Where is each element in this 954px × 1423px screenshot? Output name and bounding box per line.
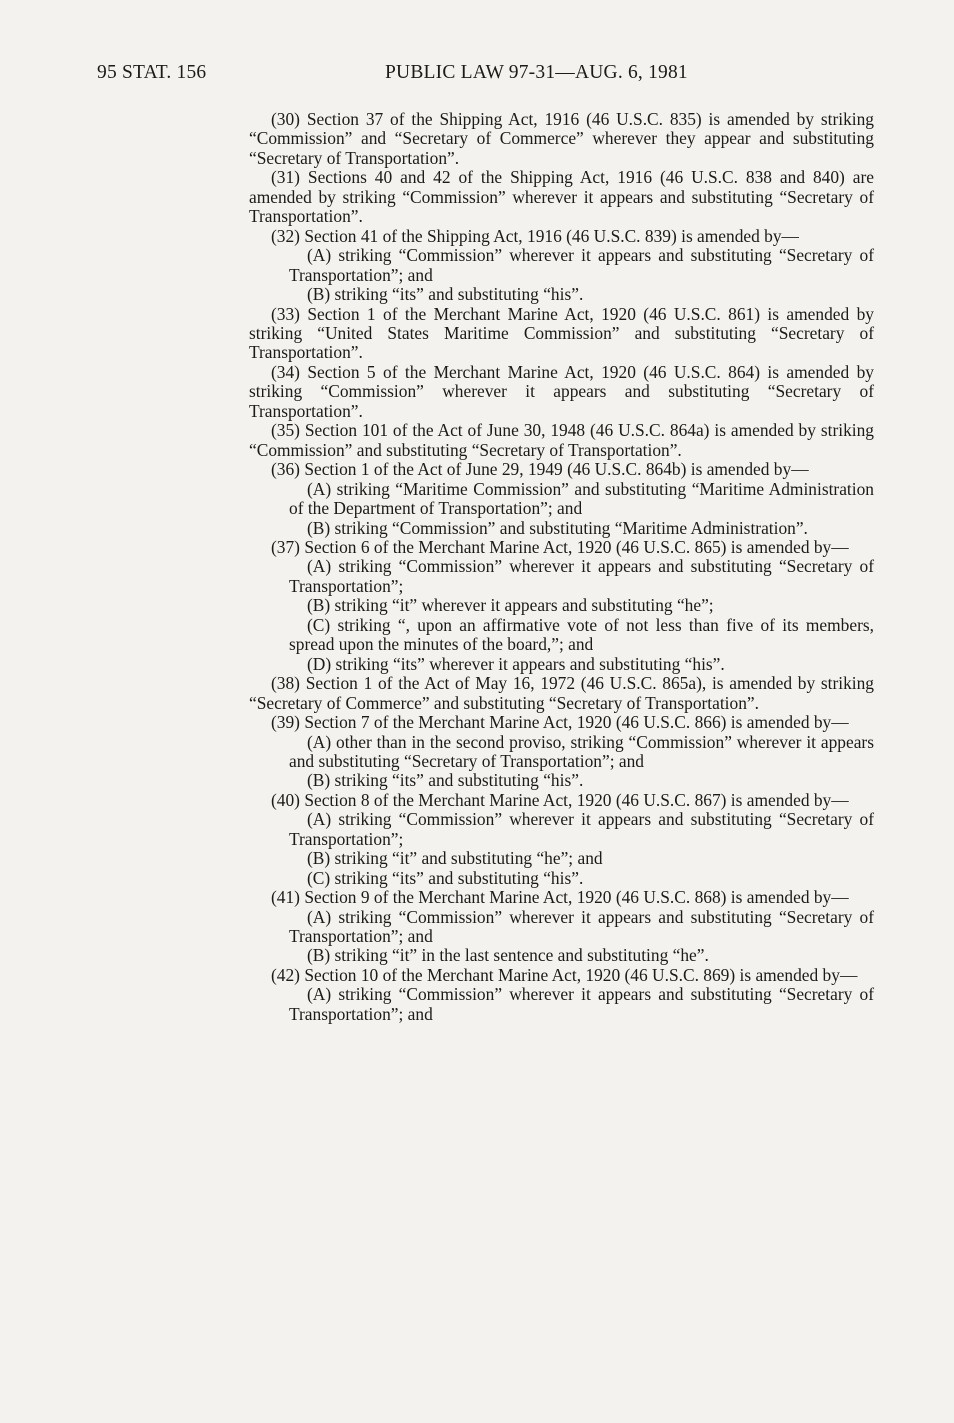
paragraph-34: (34) Section 5 of the Merchant Marine Act, 1920 (46 U.S.C. 864) is amended by striking “Commission” wherever it appears and substituting “Secretary of Transportation”. bbox=[249, 361, 874, 421]
paragraph-31: (31) Sections 40 and 42 of the Shipping Act, 1916 (46 U.S.C. 838 and 840) are amended by striking “Commission” wherever it appears and substituting “Secretary of Transportation”. bbox=[249, 167, 874, 227]
page-header bbox=[97, 62, 857, 90]
subparagraph-37-a: (A) striking “Commission” wherever it appears and substituting “Secretary of Transportation”; bbox=[289, 556, 874, 596]
paragraph-35: (35) Section 101 of the Act of June 30, 1948 (46 U.S.C. 864a) is amended by striking “Commission” and substituting “Secretary of Transportation”. bbox=[249, 420, 874, 460]
public-law-title: PUBLIC LAW 97-31—AUG. 6, 1981 bbox=[385, 62, 688, 83]
paragraph-39: (39) Section 7 of the Merchant Marine Act, 1920 (46 U.S.C. 866) is amended by— bbox=[271, 712, 849, 733]
subparagraph-32-b: (B) striking “its” and substituting “his”. bbox=[307, 284, 584, 305]
paragraph-42: (42) Section 10 of the Merchant Marine Act, 1920 (46 U.S.C. 869) is amended by— bbox=[271, 964, 858, 985]
subparagraph-40-a: (A) striking “Commission” wherever it appears and substituting “Secretary of Transportation”; bbox=[289, 809, 874, 849]
paragraph-41: (41) Section 9 of the Merchant Marine Act, 1920 (46 U.S.C. 868) is amended by— bbox=[271, 887, 849, 908]
subparagraph-39-a: (A) other than in the second proviso, striking “Commission” wherever it appears and substituting “Secretary of Transportation”; and bbox=[289, 731, 874, 771]
subparagraph-32-a: (A) striking “Commission” wherever it appears and substituting “Secretary of Transportation”; and bbox=[289, 245, 874, 285]
subparagraph-36-a: (A) striking “Maritime Commission” and substituting “Maritime Administration of the Department of Transportation”; and bbox=[289, 478, 874, 519]
subparagraph-42-a: (A) striking “Commission” wherever it appears and substituting “Secretary of Transportation”; and bbox=[289, 984, 874, 1024]
subparagraph-41-a: (A) striking “Commission” wherever it appears and substituting “Secretary of Transportation”; and bbox=[289, 906, 874, 947]
subparagraph-40-b: (B) striking “it” and substituting “he”; and bbox=[307, 848, 603, 869]
paragraph-38: (38) Section 1 of the Act of May 16, 1972 (46 U.S.C. 865a), is amended by striking “Secretary of Commerce” and substituting “Secretary of Transportation”. bbox=[249, 673, 874, 713]
subparagraph-36-b: (B) striking “Commission” and substituting “Maritime Administration”. bbox=[307, 517, 808, 538]
subparagraph-37-c: (C) striking “, upon an affirmative vote of not less than five of its members, spread upon the minutes of the board,”; and bbox=[289, 614, 874, 655]
paragraph-32: (32) Section 41 of the Shipping Act, 1916 (46 U.S.C. 839) is amended by— bbox=[271, 225, 799, 246]
statute-page-number: 95 STAT. 156 bbox=[97, 62, 207, 83]
paragraph-30: (30) Section 37 of the Shipping Act, 1916 (46 U.S.C. 835) is amended by striking “Commission” and “Secretary of Commerce” wherever they appear and substituting “Secretary of Transportation”. bbox=[249, 109, 874, 168]
paragraph-33: (33) Section 1 of the Merchant Marine Act, 1920 (46 U.S.C. 861) is amended by striking “United States Maritime Commission” and substituting “Secretary of Transportation”. bbox=[249, 303, 874, 363]
subparagraph-40-c: (C) striking “its” and substituting “his”. bbox=[307, 867, 584, 888]
subparagraph-37-b: (B) striking “it” wherever it appears and substituting “he”; bbox=[307, 595, 714, 616]
paragraph-40: (40) Section 8 of the Merchant Marine Act, 1920 (46 U.S.C. 867) is amended by— bbox=[271, 789, 849, 810]
subparagraph-41-b: (B) striking “it” in the last sentence and substituting “he”. bbox=[307, 945, 709, 966]
paragraph-37: (37) Section 6 of the Merchant Marine Act, 1920 (46 U.S.C. 865) is amended by— bbox=[271, 536, 849, 557]
document-body bbox=[249, 110, 874, 1024]
paragraph-36: (36) Section 1 of the Act of June 29, 1949 (46 U.S.C. 864b) is amended by— bbox=[271, 459, 809, 480]
subparagraph-37-d: (D) striking “its” wherever it appears and substituting “his”. bbox=[307, 653, 725, 674]
subparagraph-39-b: (B) striking “its” and substituting “his”. bbox=[307, 770, 584, 791]
